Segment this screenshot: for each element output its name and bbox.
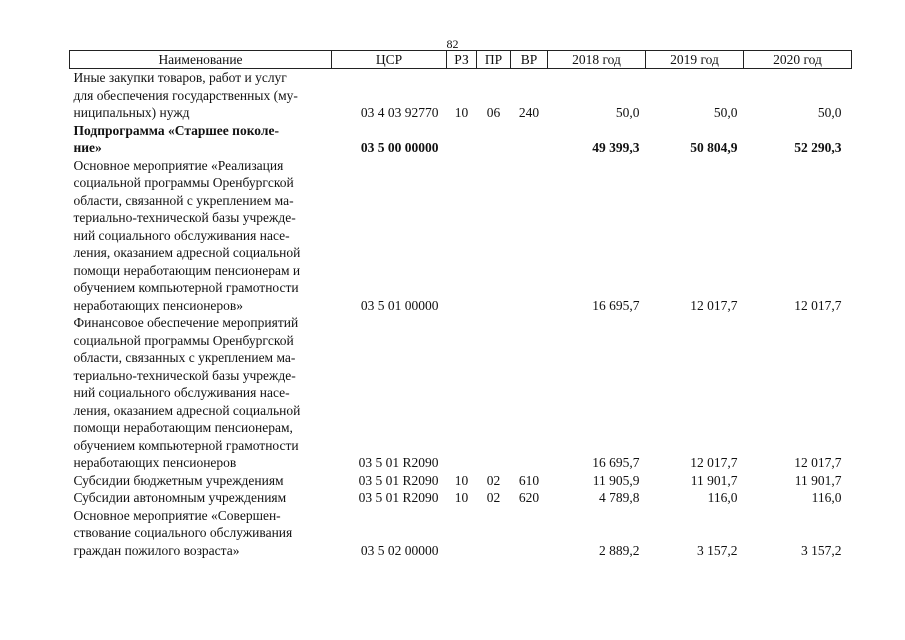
amount-2019-cell: 11 901,7 (690, 472, 738, 488)
pr-cell (477, 157, 511, 315)
name-line: области, связанной с укреплением ма- (73, 192, 294, 208)
vr-cell (511, 122, 548, 157)
amount-2019-cell: 3 157,2 (697, 542, 738, 558)
amount-2018-cell: 16 695,7 (592, 455, 640, 470)
header-pr: ПР (477, 51, 511, 69)
table-row (70, 157, 852, 315)
table-row (70, 472, 852, 490)
pr-cell (477, 507, 511, 560)
rz-cell (447, 507, 477, 560)
vr-cell: 240 (518, 105, 540, 120)
table-row (70, 489, 852, 507)
csr-cell: 03 5 01 R2090 (358, 490, 439, 505)
header-rz: РЗ (447, 51, 477, 69)
name-cell (70, 314, 332, 472)
name-cell (70, 507, 332, 560)
rz-cell (447, 157, 477, 315)
pr-cell: 06 (486, 105, 501, 120)
name-line: териально-технической базы учрежде- (73, 367, 296, 383)
amount-2018-cell: 2 889,2 (599, 542, 640, 558)
table-row (70, 69, 852, 122)
amount-2020-cell: 12 017,7 (794, 297, 842, 313)
name-line: социальной программы Оренбургской (73, 332, 294, 348)
vr-cell (511, 507, 548, 560)
amount-2020-cell: 11 901,7 (794, 472, 842, 488)
name-line: граждан пожилого возраста» (73, 542, 240, 558)
name-cell (70, 69, 332, 122)
vr-cell (511, 157, 548, 315)
header-vr: ВР (511, 51, 548, 69)
amount-2019-cell: 116,0 (707, 490, 738, 505)
name-line: ствование социального обслуживания (73, 525, 293, 540)
amount-2019-cell: 12 017,7 (690, 297, 738, 313)
name-line: обучением компьютерной грамотности (73, 280, 299, 295)
pr-cell (477, 314, 511, 472)
amount-2020-cell: 3 157,2 (801, 542, 842, 558)
pr-cell (477, 122, 511, 157)
name-line: области, связанных с укреплением ма- (73, 350, 296, 365)
amount-2020-cell: 52 290,3 (794, 140, 842, 155)
name-line: ления, оказанием адресной социальной (73, 402, 301, 418)
name-line: Основное мероприятие «Совершен- (73, 507, 281, 523)
csr-cell: 03 5 01 R2090 (358, 455, 439, 470)
header-csr: ЦСР (332, 51, 447, 69)
amount-2018-cell: 50,0 (615, 105, 640, 120)
vr-cell: 610 (518, 472, 540, 488)
rz-cell (447, 122, 477, 157)
rz-cell (447, 314, 477, 472)
name-line: Субсидии автономным учреждениям (73, 490, 287, 505)
header-2020: 2020 год (744, 51, 852, 69)
name-line: Основное мероприятие «Реализация (73, 157, 284, 173)
csr-cell: 03 5 02 00000 (360, 542, 439, 558)
amount-2018-cell: 16 695,7 (592, 297, 640, 313)
name-line: помощи неработающим пенсионерам, (73, 420, 293, 435)
name-line: Субсидии бюджетным учреждениям (73, 472, 284, 488)
name-line: помощи неработающим пенсионерам и (73, 262, 301, 278)
header-2018: 2018 год (548, 51, 646, 69)
amount-2018-cell: 49 399,3 (592, 140, 640, 155)
vr-cell (511, 314, 548, 472)
name-line: териально-технической базы учрежде- (73, 210, 296, 225)
name-cell (70, 472, 332, 490)
name-cell (70, 157, 332, 315)
rz-cell: 10 (454, 105, 469, 120)
page-number: 82 (446, 37, 459, 51)
rz-cell: 10 (454, 472, 469, 488)
amount-2019-cell: 12 017,7 (690, 455, 738, 470)
budget-table (69, 50, 852, 559)
name-line: ний социального обслуживания насе- (73, 385, 290, 400)
name-line: ления, оказанием адресной социальной (73, 245, 301, 260)
name-line: ний социального обслуживания насе- (73, 227, 290, 243)
csr-cell: 03 5 01 00000 (360, 297, 439, 313)
name-line: неработающих пенсионеров» (73, 297, 244, 313)
name-line: Иные закупки товаров, работ и услуг (73, 70, 287, 85)
amount-2018-cell: 11 905,9 (592, 472, 640, 488)
name-line: для обеспечения государственных (му- (73, 87, 298, 103)
name-line: неработающих пенсионеров (73, 455, 237, 470)
table-header (70, 51, 852, 69)
pr-cell: 02 (486, 472, 501, 488)
name-line: ние» (73, 140, 102, 155)
table-row (70, 122, 852, 157)
name-line: обучением компьютерной грамотности (73, 437, 299, 453)
amount-2018-cell: 4 789,8 (599, 490, 640, 505)
table-body (70, 69, 852, 560)
amount-2019-cell: 50,0 (713, 105, 738, 120)
table-row (70, 314, 852, 472)
csr-cell: 03 4 03 92770 (360, 105, 439, 120)
csr-cell: 03 5 00 00000 (360, 140, 439, 155)
header-name: Наименование (70, 51, 332, 69)
name-line: ниципальных) нужд (73, 105, 190, 120)
amount-2020-cell: 116,0 (811, 490, 842, 505)
table-row (70, 507, 852, 560)
pr-cell: 02 (486, 490, 501, 505)
name-cell (70, 122, 332, 157)
rz-cell: 10 (454, 490, 469, 505)
amount-2020-cell: 50,0 (817, 105, 842, 120)
amount-2020-cell: 12 017,7 (794, 455, 842, 470)
vr-cell: 620 (518, 490, 540, 505)
header-2019: 2019 год (646, 51, 744, 69)
csr-cell: 03 5 01 R2090 (358, 472, 439, 488)
name-cell (70, 489, 332, 507)
name-line: социальной программы Оренбургской (73, 175, 294, 190)
amount-2019-cell: 50 804,9 (690, 140, 738, 155)
name-line: Подпрограмма «Старшее поколе- (73, 122, 279, 138)
name-line: Финансовое обеспечение мероприятий (73, 315, 299, 330)
